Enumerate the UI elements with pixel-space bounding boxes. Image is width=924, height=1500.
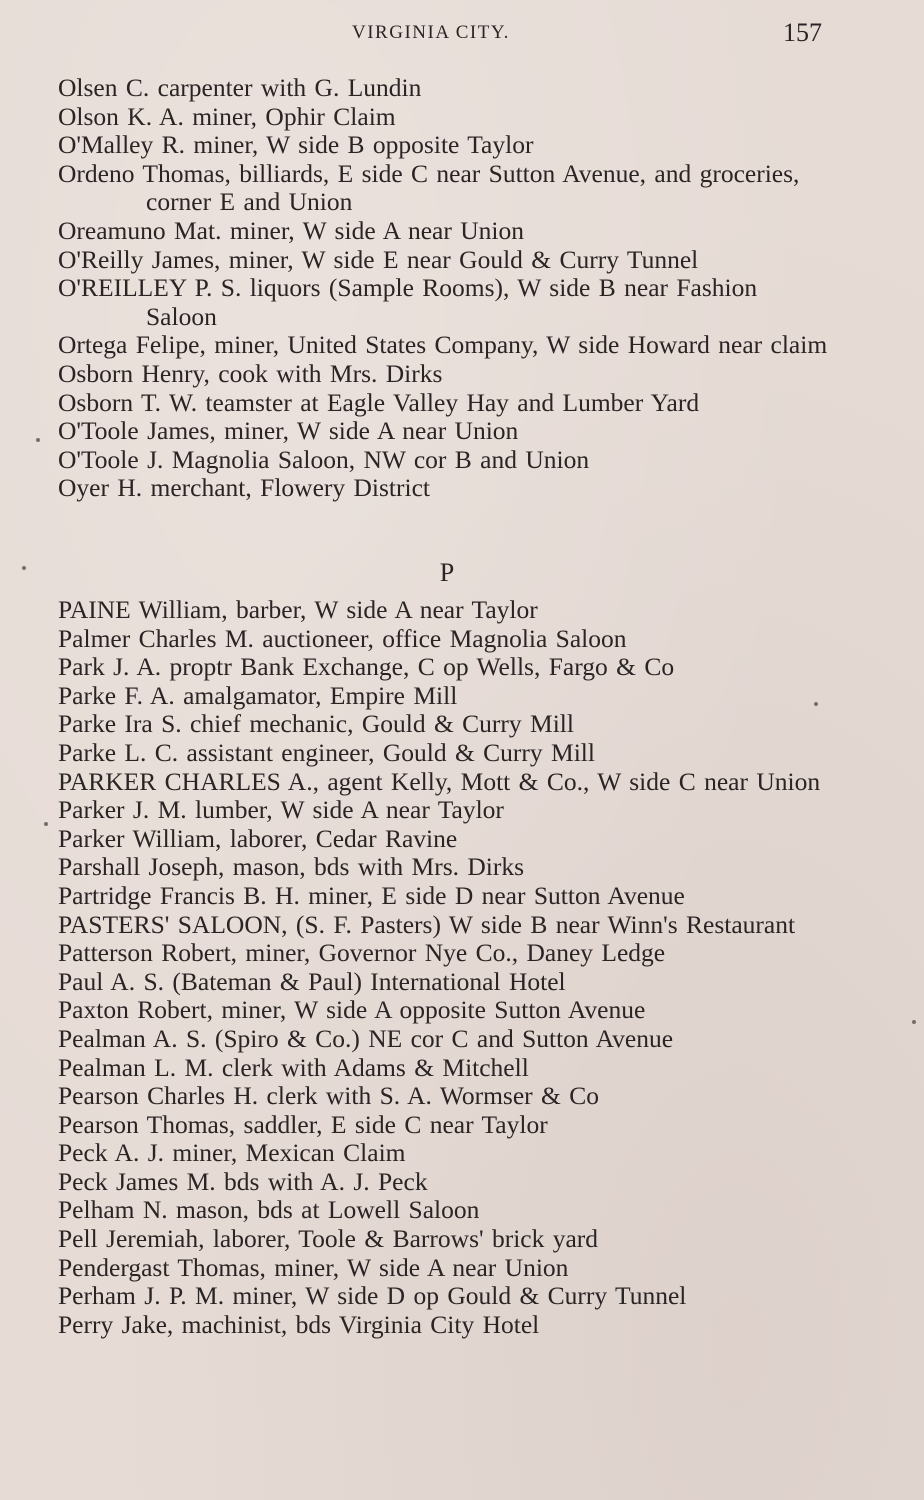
directory-entry: Palmer Charles M. auctioneer, office Magnolia Saloon	[58, 623, 627, 653]
page-number: 157	[783, 18, 822, 47]
directory-entry: Pearson Charles H. clerk with S. A. Wormser & Co	[58, 1081, 599, 1111]
directory-entry: Ortega Felipe, miner, United States Company, W side Howard near claim	[58, 330, 828, 360]
directory-entry: Peck James M. bds with A. J. Peck	[58, 1166, 428, 1196]
directory-entry: Parshall Joseph, mason, bds with Mrs. Dirks	[58, 852, 525, 882]
directory-entry: Perry Jake, machinist, bds Virginia City Hotel	[58, 1309, 540, 1339]
directory-entry: Oreamuno Mat. miner, W side A near Union	[58, 215, 524, 245]
directory-entry: Pendergast Thomas, miner, W side A near Union	[58, 1252, 569, 1282]
directory-entry: Osborn T. W. teamster at Eagle Valley Hay and Lumber Yard	[58, 387, 700, 417]
section-letter-heading	[0, 558, 924, 588]
paper-speck	[814, 702, 818, 706]
directory-entry: Peck A. J. miner, Mexican Claim	[58, 1138, 406, 1168]
directory-entry: O'REILLEY P. S. liquors (Sample Rooms), W side B near Fashion Saloon	[58, 273, 758, 331]
paper-speck	[44, 822, 48, 826]
section-p-entries	[58, 596, 833, 1339]
directory-entry: Perham J. P. M. miner, W side D op Gould & Curry Tunnel	[58, 1281, 687, 1311]
directory-entry: O'Malley R. miner, W side B opposite Taylor	[58, 130, 534, 160]
directory-entry: Patterson Robert, miner, Governor Nye Co., Daney Ledge	[58, 938, 666, 968]
running-head	[0, 20, 924, 50]
directory-entry: PARKER CHARLES A., agent Kelly, Mott & Co., W side C near Union	[58, 766, 821, 796]
directory-entry: Paxton Robert, miner, W side A opposite Sutton Avenue	[58, 995, 646, 1025]
directory-entry: PASTERS' SALOON, (S. F. Pasters) W side B near Winn's Restaurant	[58, 909, 796, 939]
directory-entry: Pealman L. M. clerk with Adams & Mitchell	[58, 1052, 529, 1082]
directory-entry: Partridge Francis B. H. miner, E side D near Sutton Avenue	[58, 880, 685, 910]
paper-speck	[22, 566, 26, 570]
paper-speck	[912, 1020, 916, 1024]
directory-entry: Pearson Thomas, saddler, E side C near Taylor	[58, 1109, 548, 1139]
directory-entry: Pelham N. mason, bds at Lowell Saloon	[58, 1195, 480, 1225]
directory-entry: Paul A. S. (Bateman & Paul) International Hotel	[58, 966, 566, 996]
directory-entry: O'Toole J. Magnolia Saloon, NW cor B and Union	[58, 444, 590, 474]
directory-entry: Park J. A. proptr Bank Exchange, C op Wells, Fargo & Co	[58, 652, 675, 682]
directory-entry: Pealman A. S. (Spiro & Co.) NE cor C and Sutton Avenue	[58, 1023, 674, 1053]
directory-entry: Parke L. C. assistant engineer, Gould & Curry Mill	[58, 737, 595, 767]
directory-entry: Parker William, laborer, Cedar Ravine	[58, 823, 458, 853]
directory-entry: Olson K. A. miner, Ophir Claim	[58, 101, 396, 131]
section-o-entries	[58, 74, 833, 503]
directory-entry: Parke Ira S. chief mechanic, Gould & Curry Mill	[58, 709, 574, 739]
directory-entry: O'Toole James, miner, W side A near Union	[58, 416, 519, 446]
directory-entry: O'Reilly James, miner, W side E near Gould & Curry Tunnel	[58, 244, 699, 274]
directory-entry: Pell Jeremiah, laborer, Toole & Barrows' brick yard	[58, 1224, 599, 1254]
paper-speck	[36, 438, 40, 442]
section-letter: P	[439, 558, 455, 587]
directory-entry: Parke F. A. amalgamator, Empire Mill	[58, 680, 458, 710]
directory-entry: Osborn Henry, cook with Mrs. Dirks	[58, 358, 443, 388]
running-title: VIRGINIA CITY.	[352, 22, 510, 43]
directory-entry: Olsen C. carpenter with G. Lundin	[58, 73, 422, 102]
directory-entry: Parker J. M. lumber, W side A near Taylor	[58, 795, 504, 825]
directory-entry: Oyer H. merchant, Flowery District	[58, 473, 430, 503]
directory-entry: Ordeno Thomas, billiards, E side C near Sutton Avenue, and groceries, corner E and Union	[58, 158, 800, 217]
directory-entry: PAINE William, barber, W side A near Taylor	[58, 595, 538, 624]
